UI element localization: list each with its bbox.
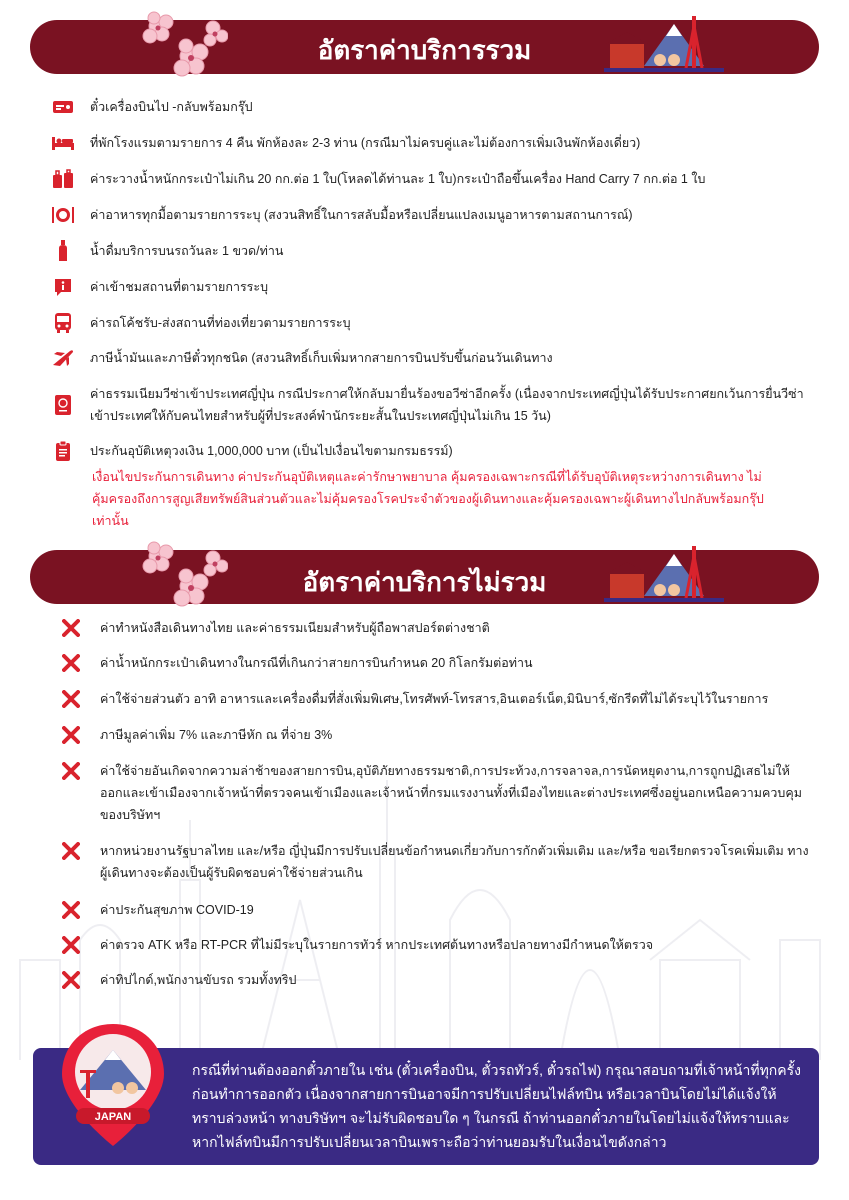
cross-icon <box>58 969 84 991</box>
included-item <box>48 440 809 462</box>
included-item <box>48 132 809 154</box>
cross-icon <box>58 652 84 674</box>
sakura-flower-icon <box>138 538 228 608</box>
badge-label: JAPAN <box>94 1111 132 1123</box>
bottle-icon <box>48 240 78 262</box>
included-item-text: ค่าระวางน้ำหนักกระเป๋าไม่เกิน 20 กก.ต่อ 1 ใบ(โหลดได้ท่านละ 1 ใบ)กระเป๋าถือขึ้นเครื่อง Hand Carry 7 กก.ต่อ 1 ใบ <box>90 172 706 186</box>
included-item <box>48 240 809 262</box>
clipboard-icon <box>48 440 78 462</box>
cross-icon <box>58 899 84 921</box>
excluded-item-text: ค่าประกันสุขภาพ COVID-19 <box>100 903 254 917</box>
excluded-item <box>58 899 809 921</box>
plane-icon <box>48 347 78 369</box>
excluded-item <box>58 760 809 826</box>
included-item-text: ค่าธรรมเนียมวีซ่าเข้าประเทศญี่ปุ่น กรณีประกาศให้กลับมายื่นร้องขอวีซ่าอีกครั้ง (เนื่องจากประเทศญี่ปุ่นได้รับประกาศยกเว้นการยื่นวีซ่าเข้าประเทศให้กับคนไทยสำหรับผู้ที่ประสงค์พำนักระยะสั้นในประเทศญี่ปุ่นไม่เกิน 15 วัน) <box>90 387 804 423</box>
sakura-flower-icon <box>138 8 228 78</box>
excluded-item-text: ค่าทิปไกด์,พนักงานขับรถ รวมทั้งทริป <box>100 973 297 987</box>
excluded-item-text: ค่าน้ำหนักกระเป๋าเดินทางในกรณีที่เกินกว่าสายการบินกำหนด 20 กิโลกรัมต่อท่าน <box>100 656 533 670</box>
included-item-text: ประกันอุบัติเหตุวงเงิน 1,000,000 บาท (เป็นไปเงื่อนไขตามกรมธรรม์) <box>90 444 453 458</box>
included-item-text: ค่าอาหารทุกมื้อตามรายการระบุ (สงวนสิทธิ์ในการสลับมื้อหรือเปลี่ยนแปลงเมนูอาหารตามสถานการณ์) <box>90 208 633 222</box>
included-item-text: ค่าเข้าชมสถานที่ตามรายการระบุ <box>90 280 269 294</box>
excluded-item <box>58 688 809 710</box>
included-item-text: น้ำดื่มบริการบนรถวันละ 1 ขวด/ท่าน <box>90 244 284 258</box>
excluded-item-text: ภาษีมูลค่าเพิ่ม 7% และภาษีหัก ณ ที่จ่าย 3% <box>100 728 333 742</box>
cross-icon <box>58 840 84 862</box>
included-item <box>48 168 809 190</box>
included-item <box>48 276 809 298</box>
included-item-text: ที่พักโรงแรมตามรายการ 4 คืน พักห้องละ 2-3 ท่าน (กรณีมาไม่ครบคู่และไม่ต้องการเพิ่มเงินพักห้องเดี่ยว) <box>90 136 641 150</box>
included-item <box>48 347 809 369</box>
included-item-text: ตั๋วเครื่องบินไป -กลับพร้อมกรุ๊ป <box>90 100 253 114</box>
japan-landmark-illustration <box>604 6 724 78</box>
included-title: อัตราค่าบริการรวม <box>317 35 532 65</box>
cross-icon <box>58 934 84 956</box>
included-item <box>48 204 809 226</box>
included-item-text: ค่ารถโค้ชรับ-ส่งสถานที่ท่องเที่ยวตามรายการระบุ <box>90 316 351 330</box>
luggage-icon <box>48 168 78 190</box>
notice-text: กรณีที่ท่านต้องออกตั๋วภายใน เช่น (ตั๋วเครื่องบิน, ตั๋วรถทัวร์, ตั๋วรถไฟ) กรุณาสอบถามที่เจ้าหน้าที่ทุกครั้งก่อนทำการออกตัว เนื่องจากสายการบินอาจมีการปรับเปลี่ยนไฟล์ทบิน หรือเวลาบินโดยไม่ได้แจ้งให้ทราบล่วงหน้า ทางบริษัทฯ จะไม่รับผิดชอบใด ๆ ในกรณี ถ้าท่านออกตั๋วภายในโดยไม่แจ้งให้ทราบและหากไฟล์ทบินมีการปรับเปลี่ยนเวลาบินเพราะถือว่าท่านยอมรับในเงื่อนไขดังกล่าว <box>192 1062 801 1150</box>
included-item <box>48 96 809 118</box>
passport-icon <box>48 383 78 427</box>
excluded-item <box>58 840 809 884</box>
excluded-item <box>58 724 809 746</box>
ticket-icon <box>48 96 78 118</box>
insurance-note: เงื่อนไขประกันการเดินทาง ค่าประกันอุบัติเหตุและค่ารักษาพยาบาล คุ้มครองเฉพาะกรณีที่ได้รับอุบัติเหตุระหว่างการเดินทาง ไม่คุ้มครองถึงการสูญเสียทรัพย์สินส่วนตัวและไม่คุ้มครองโรคประจำตัวของผู้เดินทางและคุ้มครองเฉพาะผู้เดินทางไปกลับพร้อมกรุ๊ปเท่านั้น <box>92 470 764 528</box>
excluded-item-text: ค่าทำหนังสือเดินทางไทย และค่าธรรมเนียมสำหรับผู้ถือพาสปอร์ตต่างชาติ <box>100 621 490 635</box>
excluded-item-text: หากหน่วยงานรัฐบาลไทย และ/หรือ ญี่ปุ่นมีการปรับเปลี่ยนข้อกำหนดเกี่ยวกับการกักตัวเพิ่มเติม และ/หรือ ขอเรียกตรวจโรคเพิ่มเติม ทางผู้เดินทางจะต้องเป็นผู้รับผิดชอบค่าใช้จ่ายส่วนเกิน <box>100 844 809 880</box>
japan-badge-icon <box>58 1020 168 1150</box>
excluded-item <box>58 652 809 674</box>
cross-icon <box>58 760 84 782</box>
cross-icon <box>58 617 84 639</box>
dining-icon <box>48 204 78 226</box>
japan-landmark-illustration <box>604 536 724 608</box>
excluded-item <box>58 934 809 956</box>
included-item <box>48 312 809 334</box>
included-item-text: ภาษีน้ำมันและภาษีตั๋วทุกชนิด (สงวนสิทธิ์เก็บเพิ่มหากสายการบินปรับขึ้นก่อนวันเดินทาง <box>90 351 553 365</box>
cross-icon <box>58 688 84 710</box>
excluded-item <box>58 617 809 639</box>
info-icon <box>48 276 78 298</box>
included-item <box>48 383 809 427</box>
excluded-item-text: ค่าตรวจ ATK หรือ RT-PCR ที่ไม่มีระบุในรายการทัวร์ หากประเทศต้นทางหรือปลายทางมีกำหนดให้ตรวจ <box>100 938 654 952</box>
excluded-item-text: ค่าใช้จ่ายอันเกิดจากความล่าช้าของสายการบิน,อุบัติภัยทางธรรมชาติ,การประท้วง,การจลาจล,การนัดหยุดงาน,การถูกปฏิเสธไม่ให้ออกและเข้าเมืองจากเจ้าหน้าที่ตรวจคนเข้าเมืองและเจ้าหน้าที่กรมแรงงานทั้งที่เมืองไทยและต่างประเทศซึ่งอยู่นอกเหนือความควบคุมของบริษัทฯ <box>100 764 802 822</box>
bus-icon <box>48 312 78 334</box>
bed-icon <box>48 132 78 154</box>
excluded-item-text: ค่าใช้จ่ายส่วนตัว อาทิ อาหารและเครื่องดื่มที่สั่งเพิ่มพิเศษ,โทรศัพท์-โทรสาร,อินเตอร์เน็ต,มินิบาร์,ซักรีดที่ไม่ได้ระบุไว้ในรายการ <box>100 692 769 706</box>
cross-icon <box>58 724 84 746</box>
excluded-item <box>58 969 809 991</box>
excluded-title: อัตราค่าบริการไม่รวม <box>302 567 547 597</box>
